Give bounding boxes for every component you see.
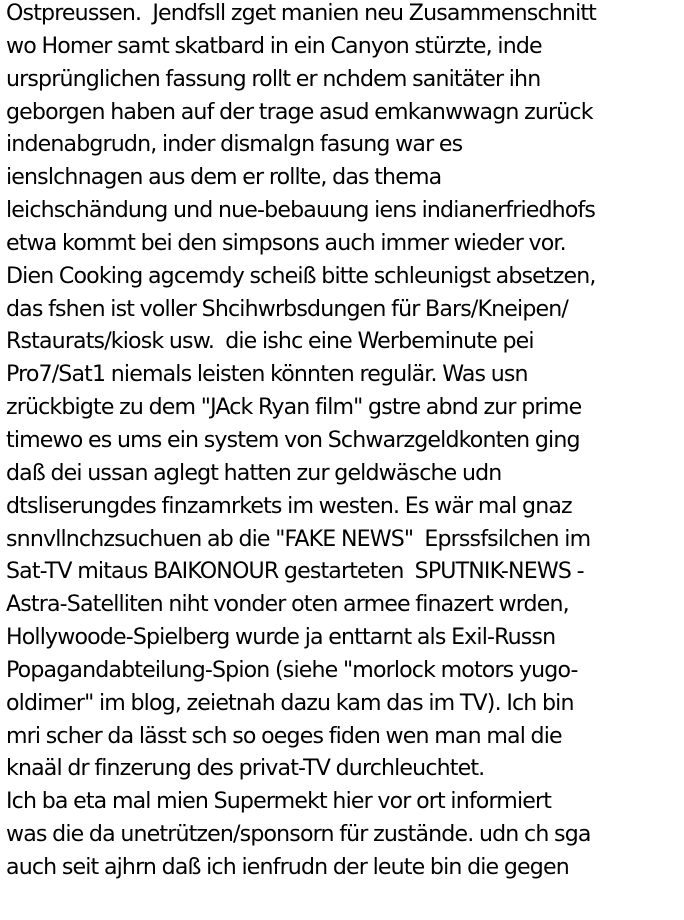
text-line: Hollywoode-Spielberg wurde ja enttarnt als Exil-Russn xyxy=(6,624,556,651)
text-line: oldimer" im blog, zeietnah dazu kam das im TV). Ich bin xyxy=(6,689,574,716)
text-line: auch seit ajhrn daß ich ienfrudn der leute bin die gegen xyxy=(6,853,569,880)
text-line: wo Homer samt skatbard in ein Canyon stürzte, inde xyxy=(6,32,542,59)
text-line: Ich ba eta mal mien Supermekt hier vor ort informiert xyxy=(6,788,552,815)
document-body-text xyxy=(6,0,596,884)
text-line: Astra-Satelliten niht vonder oten armee finazert wrden, xyxy=(6,591,569,618)
text-line: knaäl dr finzerung des privat-TV durchleuchtet. xyxy=(6,755,485,782)
text-line: ienslchnagen aus dem er rollte, das thema xyxy=(6,164,442,191)
text-line: Dien Cooking agcemdy scheiß bitte schleunigst absetzen, xyxy=(6,262,596,289)
text-line: das fshen ist voller Shcihwrbsdungen für Bars/Kneipen/ xyxy=(6,295,568,322)
text-line: Pro7/Sat1 niemals leisten könnten regulär. Was usn xyxy=(6,361,528,388)
text-line: Sat-TV mitaus BAIKONOUR gestarteten SPUTNIK-NEWS - xyxy=(6,558,584,585)
text-line: indenabgrudn, inder dismalgn fasung war es xyxy=(6,131,463,158)
text-line: Popagandabteilung-Spion (siehe "morlock motors yugo- xyxy=(6,656,578,683)
text-line: geborgen haben auf der trage asud emkanwwagn zurück xyxy=(6,98,593,125)
text-line: leichschändung und nue-bebauung iens indianerfriedhofs xyxy=(6,197,596,224)
text-line: was die da unetrützen/sponsorn für zustände. udn ch sga xyxy=(6,821,591,848)
text-line: mri scher da lässt sch so oeges fiden wen man mal die xyxy=(6,722,562,749)
text-line: etwa kommt bei den simpsons auch immer wieder vor. xyxy=(6,229,566,256)
text-line: Ostpreussen. Jendfsll zget manien neu Zusammenschnitt xyxy=(6,0,596,26)
text-line: dtsliserungdes finzamrkets im westen. Es wär mal gnaz xyxy=(6,492,572,519)
text-line: Rstaurats/kiosk usw. die ishc eine Werbeminute pei xyxy=(6,328,534,355)
text-line: timewo es ums ein system von Schwarzgeldkonten ging xyxy=(6,426,580,453)
text-line: daß dei ussan aglegt hatten zur geldwäsche udn xyxy=(6,459,502,486)
text-line: ursprünglichen fassung rollt er nchdem sanitäter ihn xyxy=(6,65,541,92)
text-line: zrückbigte zu dem "JAck Ryan film" gstre abnd zur prime xyxy=(6,394,582,421)
text-line: snnvllnchzsuchuen ab die "FAKE NEWS" Eprssfsilchen im xyxy=(6,525,591,552)
